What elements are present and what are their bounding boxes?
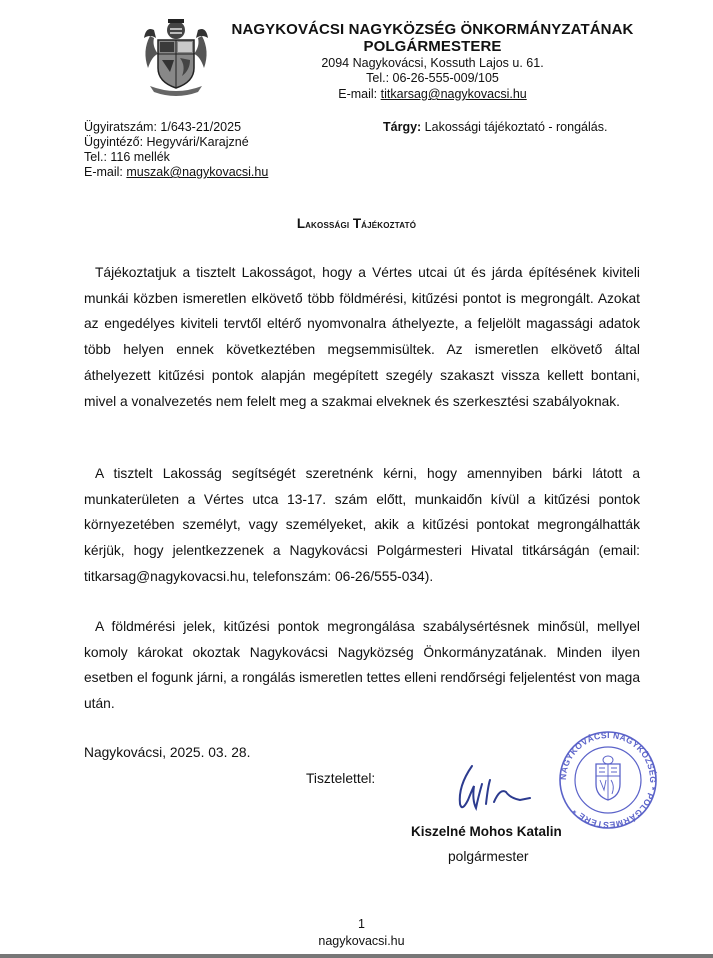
title-rest-1: akossági bbox=[305, 217, 353, 231]
place-date: Nagykovácsi, 2025. 03. 28. bbox=[84, 745, 251, 760]
subject-label: Tárgy: bbox=[383, 120, 422, 134]
header-org-name: NAGYKOVÁCSI NAGYKÖZSÉG ÖNKORMÁNYZATÁNAK bbox=[231, 21, 634, 38]
signer-title: polgármester bbox=[448, 849, 529, 864]
header-email-line bbox=[200, 87, 665, 101]
case-email-line bbox=[84, 165, 268, 180]
document-title bbox=[0, 216, 713, 231]
case-email-label: E-mail: bbox=[84, 165, 127, 179]
file-number: Ügyiratszám: 1/643-21/2025 bbox=[84, 120, 242, 134]
greeting: Tisztelettel: bbox=[306, 771, 376, 786]
header-office: POLGÁRMESTERE bbox=[363, 38, 502, 55]
stamp-ring-text: NAGYKOVÁCSI NAGYKÖZSÉG * POLGÁRMESTERE * bbox=[557, 730, 659, 830]
header-email-link[interactable]: titkarsag@nagykovacsi.hu bbox=[380, 87, 527, 101]
case-handler: Ügyintéző: Hegyvári/Karajzné bbox=[84, 135, 249, 149]
signer-name: Kiszelné Mohos Katalin bbox=[411, 824, 562, 839]
title-rest-2: ájékoztató bbox=[361, 217, 417, 231]
official-stamp bbox=[553, 730, 663, 830]
body-paragraph-1: Tájékoztatjuk a tisztelt Lakosságot, hogy a Vértes utcai út és járda építésének kiviteli munkái közben ismeretlen elkövető több földmérési, kitűzési pontot is megrongált. Azokat az engedélyes kiviteli tervtől eltérő nyomvonalra áthelyezte, a feljelölt magassági adatok több helyen ennek következtében megsemmisültek. Az ismeretlen elkövető által áthelyezett kitűzési pontok alapján megépített szegély szakaszt vissza kellett bontani, mivel a vonalvezetés nem felelt meg a szakmai elveknek és szerkesztési szabályoknak. bbox=[84, 265, 640, 409]
page-number: 1 bbox=[358, 917, 365, 931]
bottom-border bbox=[0, 954, 713, 958]
footer-website[interactable]: nagykovacsi.hu bbox=[318, 934, 405, 948]
body-paragraph-2: A tisztelt Lakosság segítségét szeretnénk kérni, hogy amennyiben bárki látott a munkaterületen a Vértes utca 13-17. szám előtt, munkaidőn kívül a kitűzési pontok környezetében személyt, vagy személyeket, akik a kitűzési pontokat megrongálhatták kérjük, hogy jelentkezzenek a Nagykovácsi Polgármesteri Hivatal titkárságán (email: titkarsag@nagykovacsi.hu, telefonszám: 06-26/555-034). bbox=[84, 466, 640, 584]
handwritten-signature bbox=[450, 760, 540, 815]
subject-text: Lakossági tájékoztató - rongálás. bbox=[421, 120, 608, 134]
title-initial-1: L bbox=[296, 216, 306, 231]
header-address: 2094 Nagykovácsi, Kossuth Lajos u. 61. bbox=[321, 56, 544, 70]
case-email-link[interactable]: muszak@nagykovacsi.hu bbox=[126, 165, 269, 179]
subject-line bbox=[383, 120, 607, 134]
case-phone: Tel.: 116 mellék bbox=[84, 150, 170, 164]
title-initial-2: T bbox=[352, 216, 362, 231]
header-phone: Tel.: 06-26-555-009/105 bbox=[366, 71, 499, 85]
body-paragraph-3: A földmérési jelek, kitűzési pontok megrongálása szabálysértésnek minősül, mellyel komoly károkat okoztak Nagykovácsi Nagyközség Önkormányzatának. Minden ilyen esetben el fogunk járni, a rongálás ismeretlen tettes elleni rendőrségi feljelentést von maga után. bbox=[84, 619, 640, 712]
header-email-label: E-mail: bbox=[338, 87, 381, 101]
